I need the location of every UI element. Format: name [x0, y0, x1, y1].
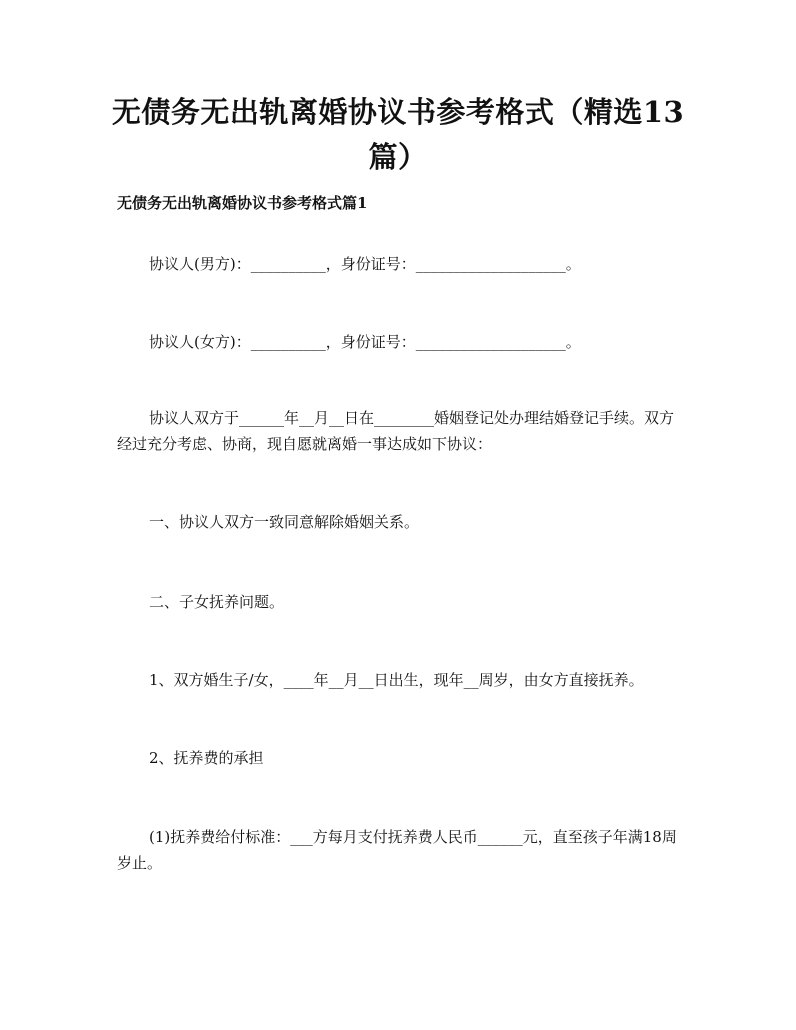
- paragraph-support-standard: (1)抚养费给付标准：___方每月支付抚养费人民币______元，直至孩子年满18周岁止。: [117, 828, 677, 872]
- document-title: 无债务无出轨离婚协议书参考格式（精选13篇）: [111, 95, 685, 174]
- section-heading: 无债务无出轨离婚协议书参考格式篇1: [117, 194, 368, 212]
- paragraph-child-info: 1、双方婚生子/女，____年__月__日出生，现年__周岁，由女方直接抚养。: [149, 671, 644, 689]
- paragraph-clause-2: 二、子女抚养问题。: [149, 593, 285, 611]
- paragraph-clause-1: 一、协议人双方一致同意解除婚姻关系。: [149, 513, 420, 531]
- paragraph-marriage-registration: 协议人双方于______年__月__日在________婚姻登记处办理结婚登记手续。双方经过充分考虑、协商，现自愿就离婚一事达成如下协议：: [117, 409, 675, 453]
- paragraph-support-heading: 2、抚养费的承担: [149, 749, 264, 767]
- paragraph-male-party: 协议人(男方)：__________，身份证号：____________________。: [149, 255, 581, 273]
- paragraph-female-party: 协议人(女方)：__________，身份证号：____________________。: [149, 333, 581, 351]
